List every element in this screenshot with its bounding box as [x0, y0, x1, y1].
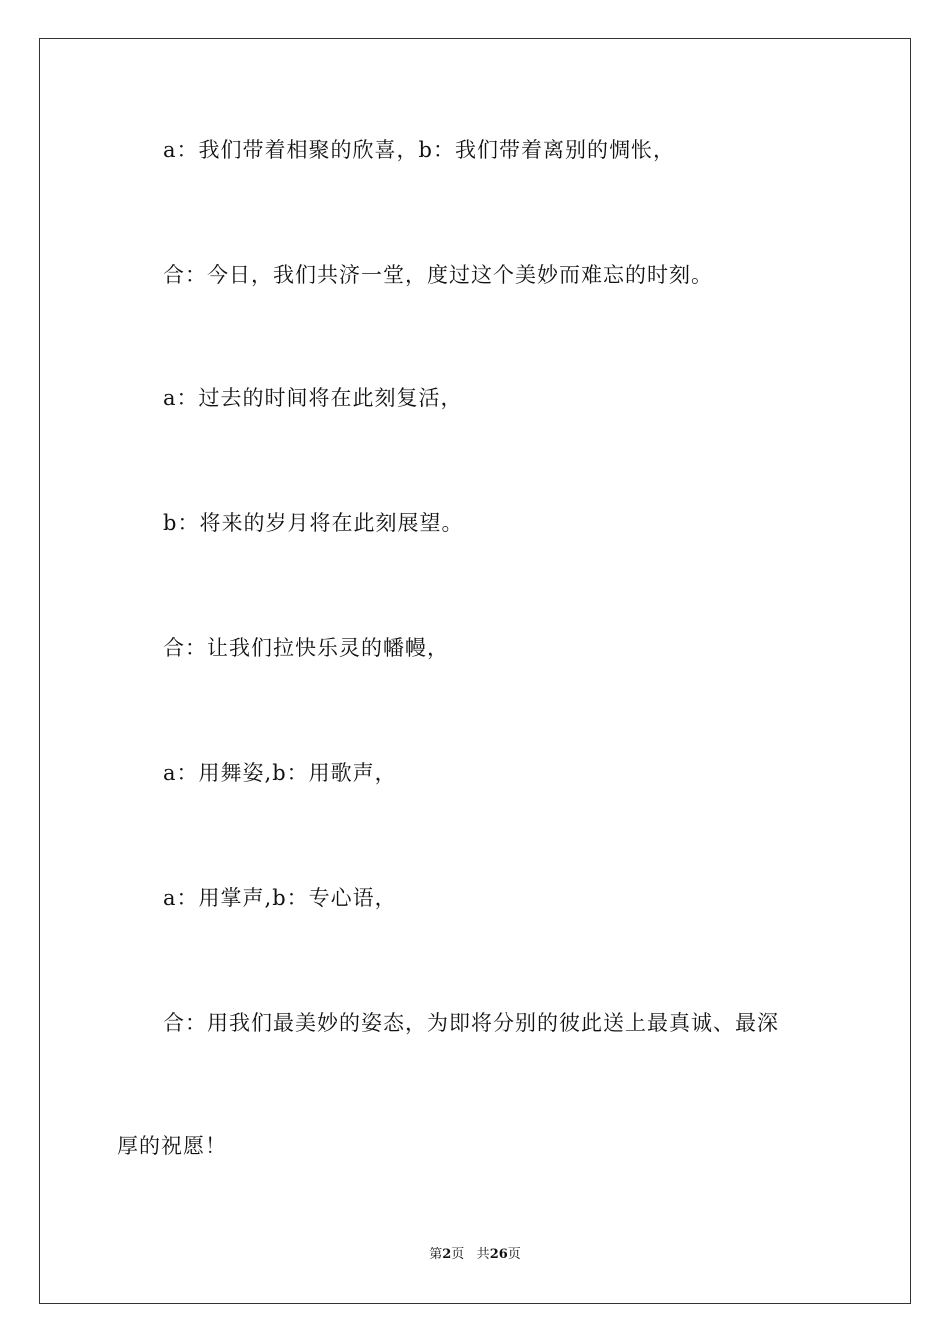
footer-page-number: 2 — [442, 1247, 452, 1262]
footer-page-prefix: 第 — [429, 1247, 443, 1262]
text-line-3: a：过去的时间将在此刻复活， — [163, 386, 463, 410]
text-line-6: a：用舞姿,b：用歌声， — [163, 761, 397, 785]
footer-total-pages: 26 — [489, 1247, 508, 1262]
page-footer — [0, 1246, 950, 1264]
page-border — [39, 38, 911, 1304]
text-line-7: a：用掌声,b：专心语， — [163, 886, 397, 910]
text-line-4: b：将来的岁月将在此刻展望。 — [163, 511, 464, 535]
footer-total-prefix: 共 — [476, 1247, 490, 1262]
text-line-9: 厚的祝愿！ — [117, 1134, 227, 1158]
footer-page-suffix: 页 — [451, 1247, 465, 1262]
footer-total-suffix: 页 — [507, 1247, 521, 1262]
text-line-5: 合：让我们拉快乐灵的幡幔， — [163, 636, 449, 660]
text-line-2: 合：今日，我们共济一堂，度过这个美妙而难忘的时刻。 — [163, 263, 713, 287]
text-line-1: a：我们带着相聚的欣喜，b：我们带着离别的惆怅， — [163, 138, 675, 162]
text-line-8: 合：用我们最美妙的姿态，为即将分别的彼此送上最真诚、最深 — [163, 1011, 779, 1035]
